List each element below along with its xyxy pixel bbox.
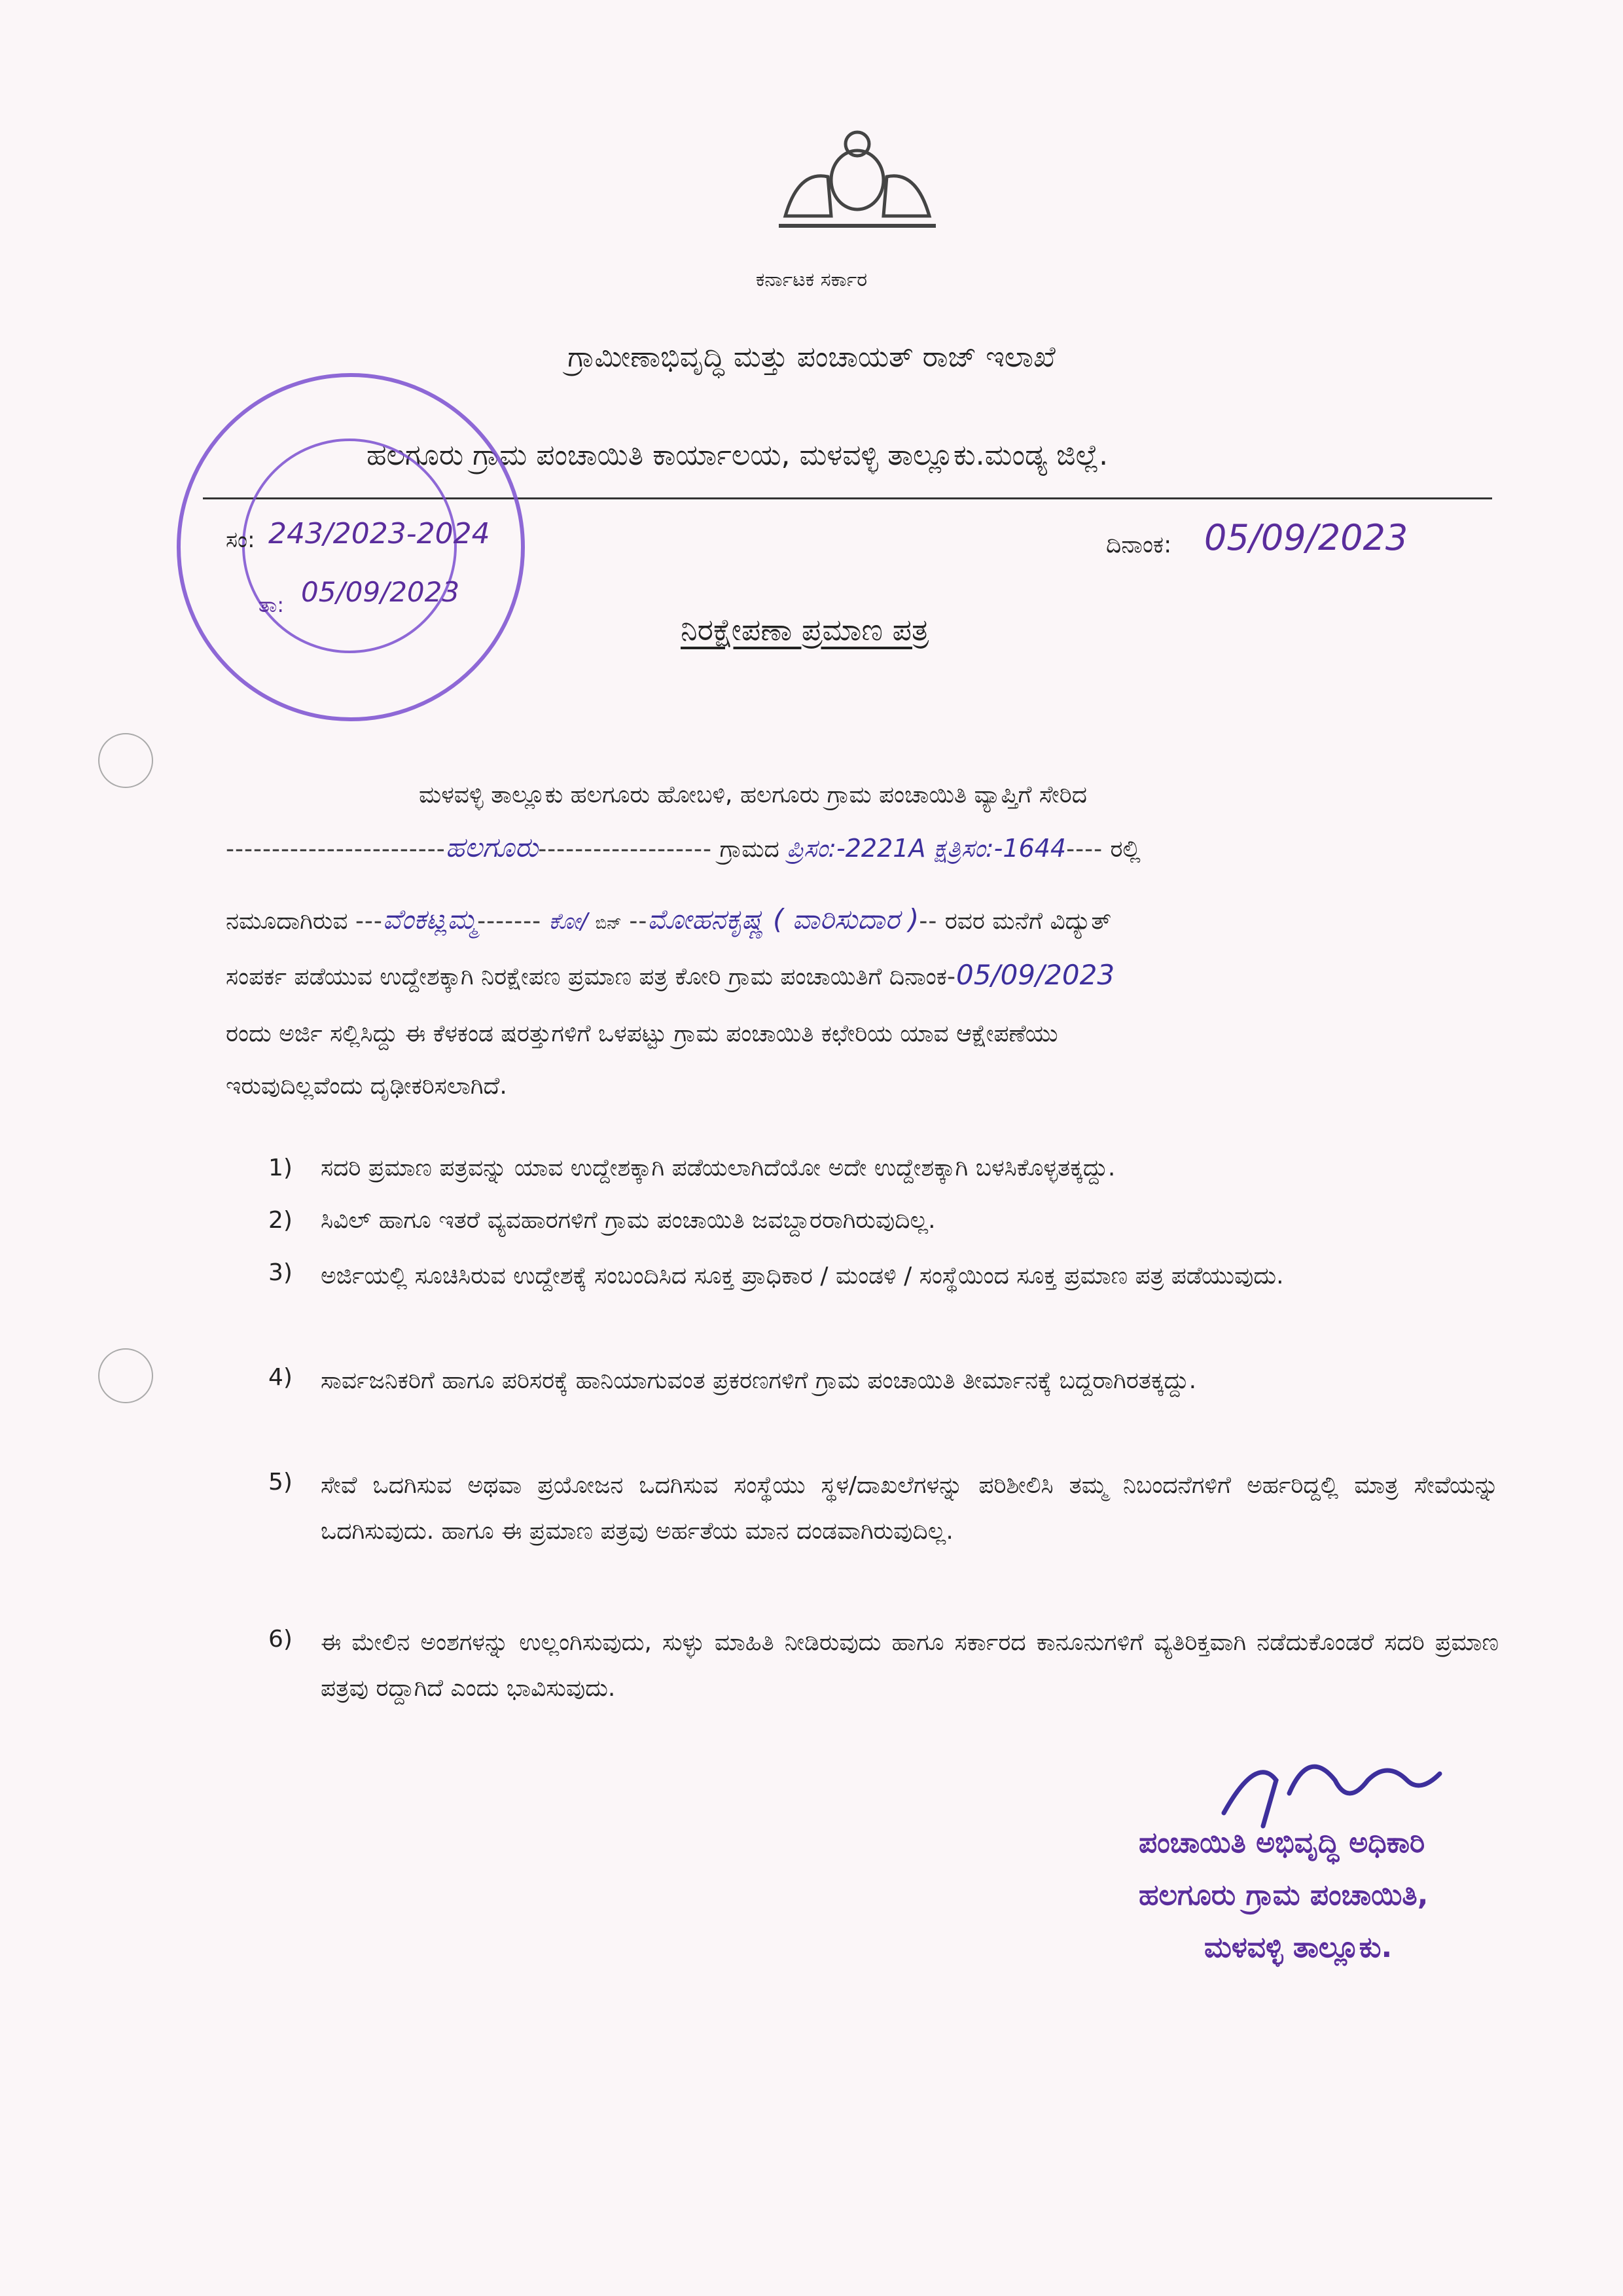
condition-number: 6) bbox=[268, 1626, 293, 1653]
relation-handwritten: ಕೋ/ bbox=[548, 908, 588, 935]
condition-3 bbox=[268, 1253, 1499, 1338]
condition-number: 1) bbox=[268, 1155, 293, 1181]
punch-hole bbox=[98, 1348, 153, 1403]
punch-hole bbox=[98, 733, 153, 788]
government-name: ಕರ್ನಾಟಕ ಸರ್ಕಾರ bbox=[755, 268, 868, 291]
government-emblem-icon bbox=[772, 118, 942, 236]
ralli-label: ರಲ್ಲಿ bbox=[1110, 836, 1141, 863]
body-line-3: ನಮೂದಾಗಿರುವ ---ವೆಂಕಟ್ಲಮ್ಮ------- ಕೋ/ ಬಿನ್ --ಮೋಹನಕೃಷ್ಣ ( ವಾರಿಸುದಾರ )-- ರವರ ಮನೆಗೆ ವಿದ್ಯುತ್ bbox=[226, 903, 1112, 935]
date-value: 05/09/2023 bbox=[1204, 517, 1408, 558]
condition-number: 3) bbox=[268, 1259, 293, 1286]
grama-label: ಗ್ರಾಮದ bbox=[719, 836, 779, 863]
condition-4 bbox=[268, 1358, 1499, 1443]
reference-number: 243/2023-2024 bbox=[268, 517, 490, 550]
condition-text: ಸದರಿ ಪ್ರಮಾಣ ಪತ್ರವನ್ನು ಯಾವ ಉದ್ದೇಶಕ್ಕಾಗಿ ಪಡೆಯಲಾಗಿದೆಯೋ ಅದೇ ಉದ್ದೇಶಕ್ಕಾಗಿ ಬಳಸಿಕೊಳ್ಳತಕ್ಕದ್ದು. bbox=[321, 1155, 1116, 1181]
reference-date-label: ತಾ: bbox=[259, 592, 285, 617]
reference-label: ಸಂ: bbox=[226, 527, 255, 553]
body-line-4-text: ಸಂಪರ್ಕ ಪಡೆಯುವ ಉದ್ದೇಶಕ್ಕಾಗಿ ನಿರಕ್ಷೇಪಣ ಪ್ರಮಾಣ ಪತ್ರ ಕೋರಿ ಗ್ರಾಮ ಪಂಚಾಯಿತಿಗೆ ದಿನಾಂಕ bbox=[226, 963, 947, 990]
date-label: ದಿನಾಂಕ: bbox=[1106, 531, 1172, 558]
condition-number: 5) bbox=[268, 1469, 293, 1496]
body-line-2: ------------------------ಹಲಗೂರು------------------- ಗ್ರಾಮದ ಪ್ರಿಸಂ:-2221A ಕ್ಷತ್ರಿಸಂ:-1644---- ರಲ್ಲಿ bbox=[226, 831, 1141, 863]
signature-taluk: ಮಳವಳ್ಳಿ ತಾಲ್ಲೂಕು. bbox=[1204, 1931, 1393, 1964]
condition-text: ಈ ಮೇಲಿನ ಅಂಶಗಳನ್ನು ಉಲ್ಲಂಗಿಸುವುದು, ಸುಳ್ಳು ಮಾಹಿತಿ ನೀಡಿರುವುದು ಹಾಗೂ ಸರ್ಕಾರದ ಕಾನೂನುಗಳಿಗೆ ವ್ಯತಿರಿಕ್ತವಾಗಿ ನಡೆದುಕೊಂಡರೆ ಸದರಿ ಪ್ರಮಾಣ ಪತ್ರವು ರದ್ದಾಗಿದೆ ಎಂದು ಭಾವಿಸುವುದು. bbox=[321, 1629, 1499, 1702]
application-date: 05/09/2023 bbox=[955, 959, 1115, 991]
body-line-1: ಮಳವಳ್ಳಿ ತಾಲ್ಲೂಕು ಹಲಗೂರು ಹೋಬಳಿ, ಹಲಗೂರು ಗ್ರಾಮ ಪಂಚಾಯಿತಿ ವ್ಯಾಪ್ತಿಗೆ ಸೇರಿದ bbox=[419, 781, 1088, 808]
condition-number: 4) bbox=[268, 1364, 293, 1391]
document-title: ನಿರಕ್ಷೇಪಣಾ ಪ್ರಮಾಣ ಪತ್ರ bbox=[681, 612, 929, 647]
signature-office: ಹಲಗೂರು ಗ್ರಾಮ ಪಂಚಾಯಿತಿ, bbox=[1139, 1878, 1429, 1912]
condition-text: ಸಿವಿಲ್ ಹಾಗೂ ಇತರೆ ವ್ಯವಹಾರಗಳಿಗೆ ಗ್ರಾಮ ಪಂಚಾಯಿತಿ ಜವಬ್ದಾರರಾಗಿರುವುದಿಲ್ಲ. bbox=[321, 1207, 936, 1234]
condition-5 bbox=[268, 1463, 1499, 1600]
condition-text: ಸಾರ್ವಜನಿಕರಿಗೆ ಹಾಗೂ ಪರಿಸರಕ್ಕೆ ಹಾನಿಯಾಗುವಂತ ಪ್ರಕರಣಗಳಿಗೆ ಗ್ರಾಮ ಪಂಚಾಯಿತಿ ತೀರ್ಮಾನಕ್ಕೆ ಬದ್ದರಾಗಿರತಕ್ಕದ್ದು. bbox=[321, 1367, 1197, 1394]
body-line-6: ಇರುವುದಿಲ್ಲವೆಂದು ದೃಢೀಕರಿಸಲಾಗಿದೆ. bbox=[226, 1073, 507, 1100]
handwritten-signature bbox=[1217, 1741, 1453, 1833]
body-line-4: ಸಂಪರ್ಕ ಪಡೆಯುವ ಉದ್ದೇಶಕ್ಕಾಗಿ ನಿರಕ್ಷೇಪಣ ಪ್ರಮಾಣ ಪತ್ರ ಕೋರಿ ಗ್ರಾಮ ಪಂಚಾಯಿತಿಗೆ ದಿನಾಂಕ-05/09/2023 bbox=[226, 959, 1115, 991]
office-name: ಹಲಗೂರು ಗ್ರಾಮ ಪಂಚಾಯಿತಿ ಕಾರ್ಯಾಲಯ, ಮಳವಳ್ಳಿ ತಾಲ್ಲೂಕು.ಮಂಡ್ಯ ಜಿಲ್ಲೆ. bbox=[366, 439, 1109, 472]
condition-6 bbox=[268, 1620, 1499, 1712]
condition-text: ಸೇವೆ ಒದಗಿಸುವ ಅಥವಾ ಪ್ರಯೋಜನ ಒದಗಿಸುವ ಸಂಸ್ಥೆಯು ಸ್ಥಳ/ದಾಖಲೆಗಳನ್ನು ಪರಿಶೀಲಿಸಿ ತಮ್ಮ ನಿಬಂದನೆಗಳಿಗೆ ಅರ್ಹರಿದ್ದಲ್ಲಿ ಮಾತ್ರ ಸೇವೆಯನ್ನು ಒದಗಿಸುವುದು. ಹಾಗೂ ಈ ಪ್ರಮಾಣ ಪತ್ರವು ಅರ್ಹತೆಯ ಮಾನ ದಂಡವಾಗಿರುವುದಿಲ್ಲ. bbox=[321, 1472, 1499, 1545]
father-name: ಮೋಹನಕೃಷ್ಣ ( ವಾರಿಸುದಾರ ) bbox=[647, 903, 919, 935]
condition-1 bbox=[268, 1149, 1499, 1188]
department-name: ಗ್ರಾಮೀಣಾಭಿವೃದ್ಧಿ ಮತ್ತು ಪಂಚಾಯತ್ ರಾಜ್ ಇಲಾಖೆ bbox=[567, 340, 1056, 374]
namoodagiruva-label: ನಮೂದಾಗಿರುವ bbox=[226, 908, 348, 935]
body-line-3-end: ರವರ ಮನೆಗೆ ವಿದ್ಯುತ್ bbox=[944, 908, 1112, 935]
relation-label: ಬಿನ್ bbox=[595, 914, 622, 933]
applicant-name: ವೆಂಕಟ್ಲಮ್ಮ bbox=[382, 903, 478, 935]
village-name: ಹಲಗೂರು bbox=[445, 831, 539, 863]
body-line-5: ರಂದು ಅರ್ಜಿ ಸಲ್ಲಿಸಿದ್ದು ಈ ಕೆಳಕಂಡ ಷರತ್ತುಗಳಿಗೆ ಒಳಪಟ್ಟು ಗ್ರಾಮ ಪಂಚಾಯಿತಿ ಕಛೇರಿಯ ಯಾವ ಆಕ್ಷೇಪಣೆಯು bbox=[226, 1020, 1058, 1047]
property-number: ಪ್ರಿಸಂ:-2221A ಕ್ಷತ್ರಿಸಂ:-1644 bbox=[787, 834, 1067, 863]
signature-designation: ಪಂಚಾಯಿತಿ ಅಭಿವೃದ್ಧಿ ಅಧಿಕಾರಿ bbox=[1139, 1826, 1425, 1859]
condition-2 bbox=[268, 1201, 1499, 1240]
condition-text: ಅರ್ಜಿಯಲ್ಲಿ ಸೂಚಿಸಿರುವ ಉದ್ದೇಶಕ್ಕೆ ಸಂಬಂದಿಸಿದ ಸೂಕ್ತ ಪ್ರಾಧಿಕಾರ / ಮಂಡಳಿ / ಸಂಸ್ಥೆಯಿಂದ ಸೂಕ್ತ ಪ್ರಮಾಣ ಪತ್ರ ಪಡೆಯುವುದು. bbox=[321, 1263, 1284, 1289]
reference-date: 05/09/2023 bbox=[301, 576, 460, 608]
condition-number: 2) bbox=[268, 1207, 293, 1234]
